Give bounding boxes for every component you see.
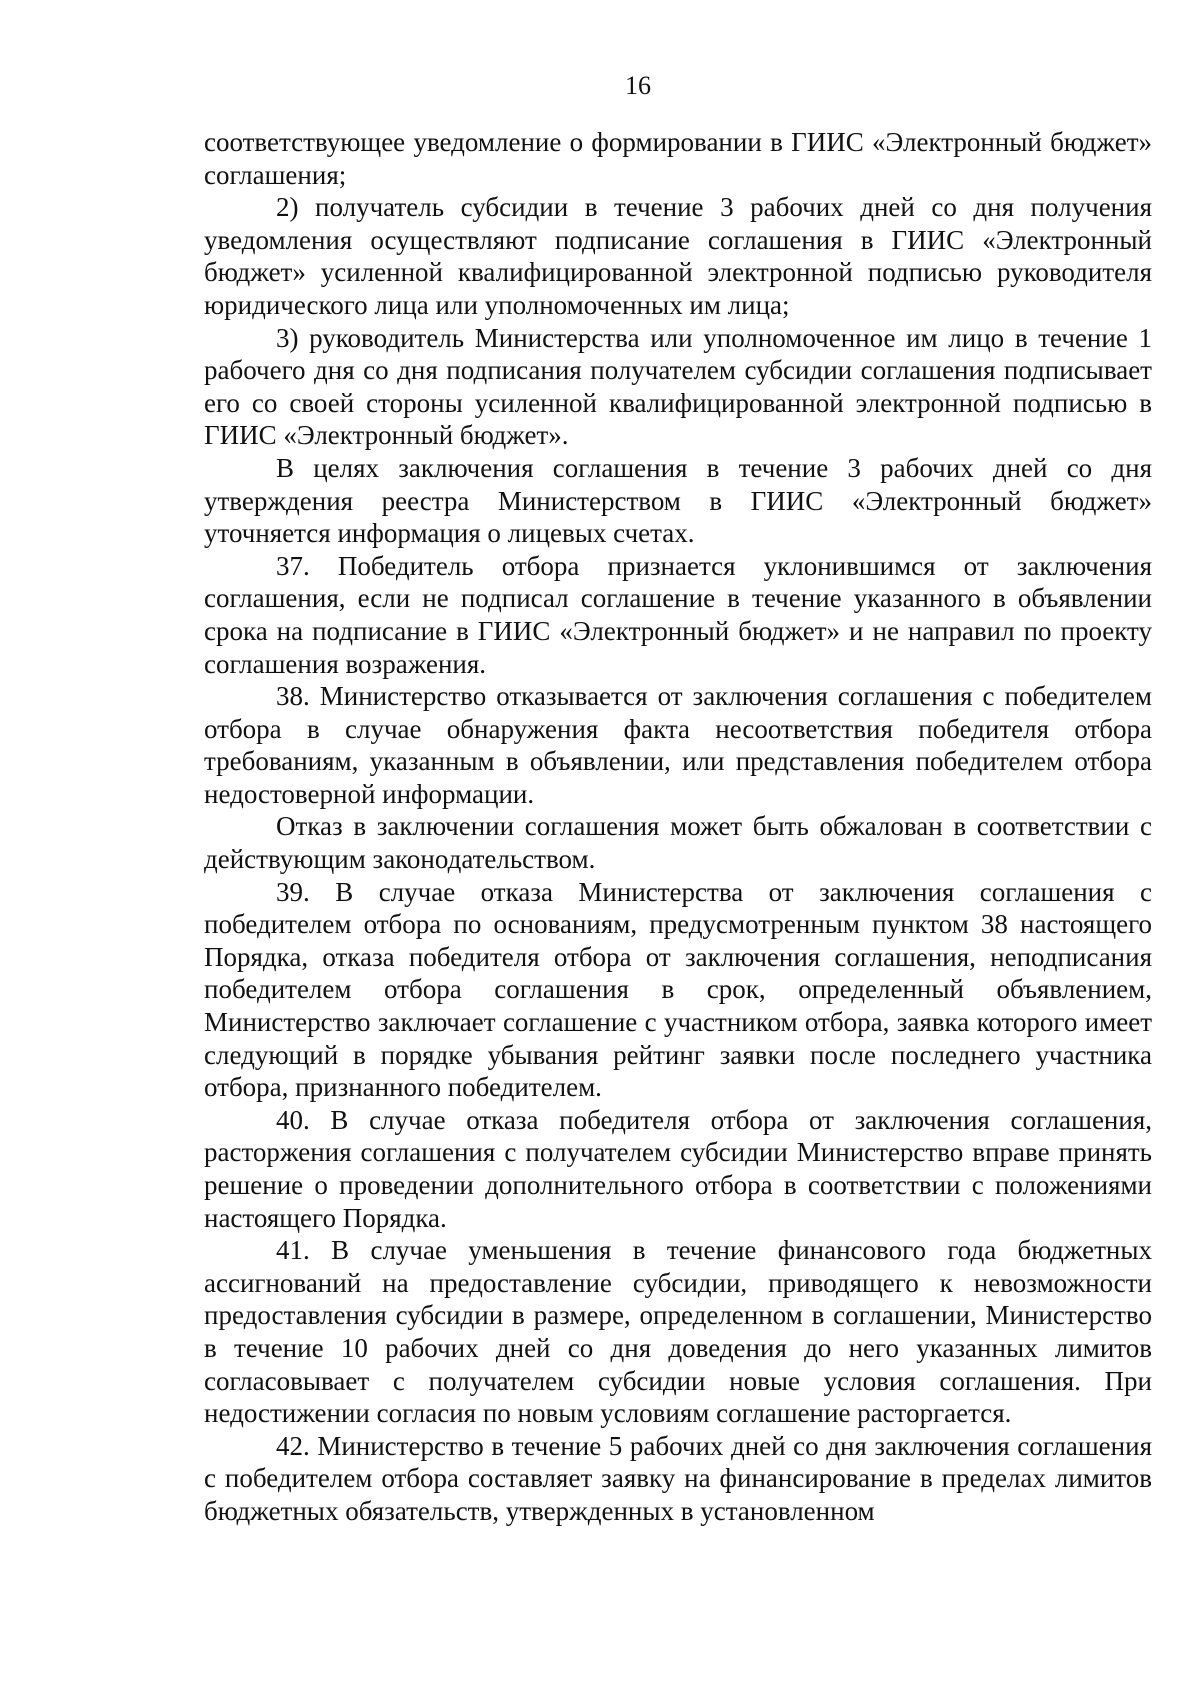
paragraph-clause-38: 38. Министерство отказывается от заключения соглашения с победителем отбора в случае обнаружения факта несоответствия победителя отбора требованиям, указанным в объявлении, или представления победителем отбора недостоверной информации. — [204, 681, 1152, 809]
paragraph-account-info: В целях заключения соглашения в течение 3 рабочих дней со дня утверждения реестра Министерством в ГИИС «Электронный бюджет» уточняется информация о лицевых счетах. — [204, 452, 1152, 549]
page-number: 16 — [625, 71, 651, 100]
document-body — [204, 126, 1152, 1528]
paragraph-notification-continuation: соответствующее уведомление о формировании в ГИИС «Электронный бюджет» соглашения; — [204, 127, 1152, 190]
paragraph-appeal: Отказ в заключении соглашения может быть обжалован в соответствии с действующим законодательством. — [204, 811, 1152, 875]
paragraph-item-2: 2) получатель субсидии в течение 3 рабочих дней со дня получения уведомления осуществляют подписание соглашения в ГИИС «Электронный бюджет» усиленной квалифицированной электронной подписью руководителя юридического лица или уполномоченных им лица; — [204, 192, 1152, 320]
paragraph-clause-41: 41. В случае уменьшения в течение финансового года бюджетных ассигнований на предоставление субсидии, приводящего к невозможности предоставления субсидии в размере, определенном в соглашении, Министерство в течение 10 рабочих дней со дня доведения до него указанных лимитов согласовывает с получателем субсидии новые условия соглашения. При недостижении согласия по новым условиям соглашение расторгается. — [204, 1235, 1152, 1429]
paragraph-clause-39: 39. В случае отказа Министерства от заключения соглашения с победителем отбора по основаниям, предусмотренным пунктом 38 настоящего Порядка, отказа победителя отбора от заключения соглашения, неподписания победителем отбора соглашения в срок, определенный объявлением, Министерство заключает соглашение с участником отбора, заявка которого имеет следующий в порядке убывания рейтинг заявки после последнего участника отбора, признанного победителем. — [204, 876, 1152, 1103]
paragraph-clause-37: 37. Победитель отбора признается уклонившимся от заключения соглашения, если не подписал соглашение в течение указанного в объявлении срока на подписание в ГИИС «Электронный бюджет» и не направил по проекту соглашения возражения. — [204, 550, 1152, 679]
paragraph-item-3: 3) руководитель Министерства или уполномоченное им лицо в течение 1 рабочего дня со дня подписания получателем субсидии соглашения подписывает его со своей стороны усиленной квалифицированной электронной подписью в ГИИС «Электронный бюджет». — [204, 322, 1152, 451]
paragraph-clause-40: 40. В случае отказа победителя отбора от заключения соглашения, расторжения соглашения с получателем субсидии Министерство вправе принять решение о проведении дополнительного отбора в соответствии с положениями настоящего Порядка. — [204, 1104, 1152, 1233]
paragraph-clause-42: 42. Министерство в течение 5 рабочих дней со дня заключения соглашения с победителем отбора составляет заявку на финансирование в пределах лимитов бюджетных обязательств, утвержденных в установленном — [204, 1430, 1152, 1526]
